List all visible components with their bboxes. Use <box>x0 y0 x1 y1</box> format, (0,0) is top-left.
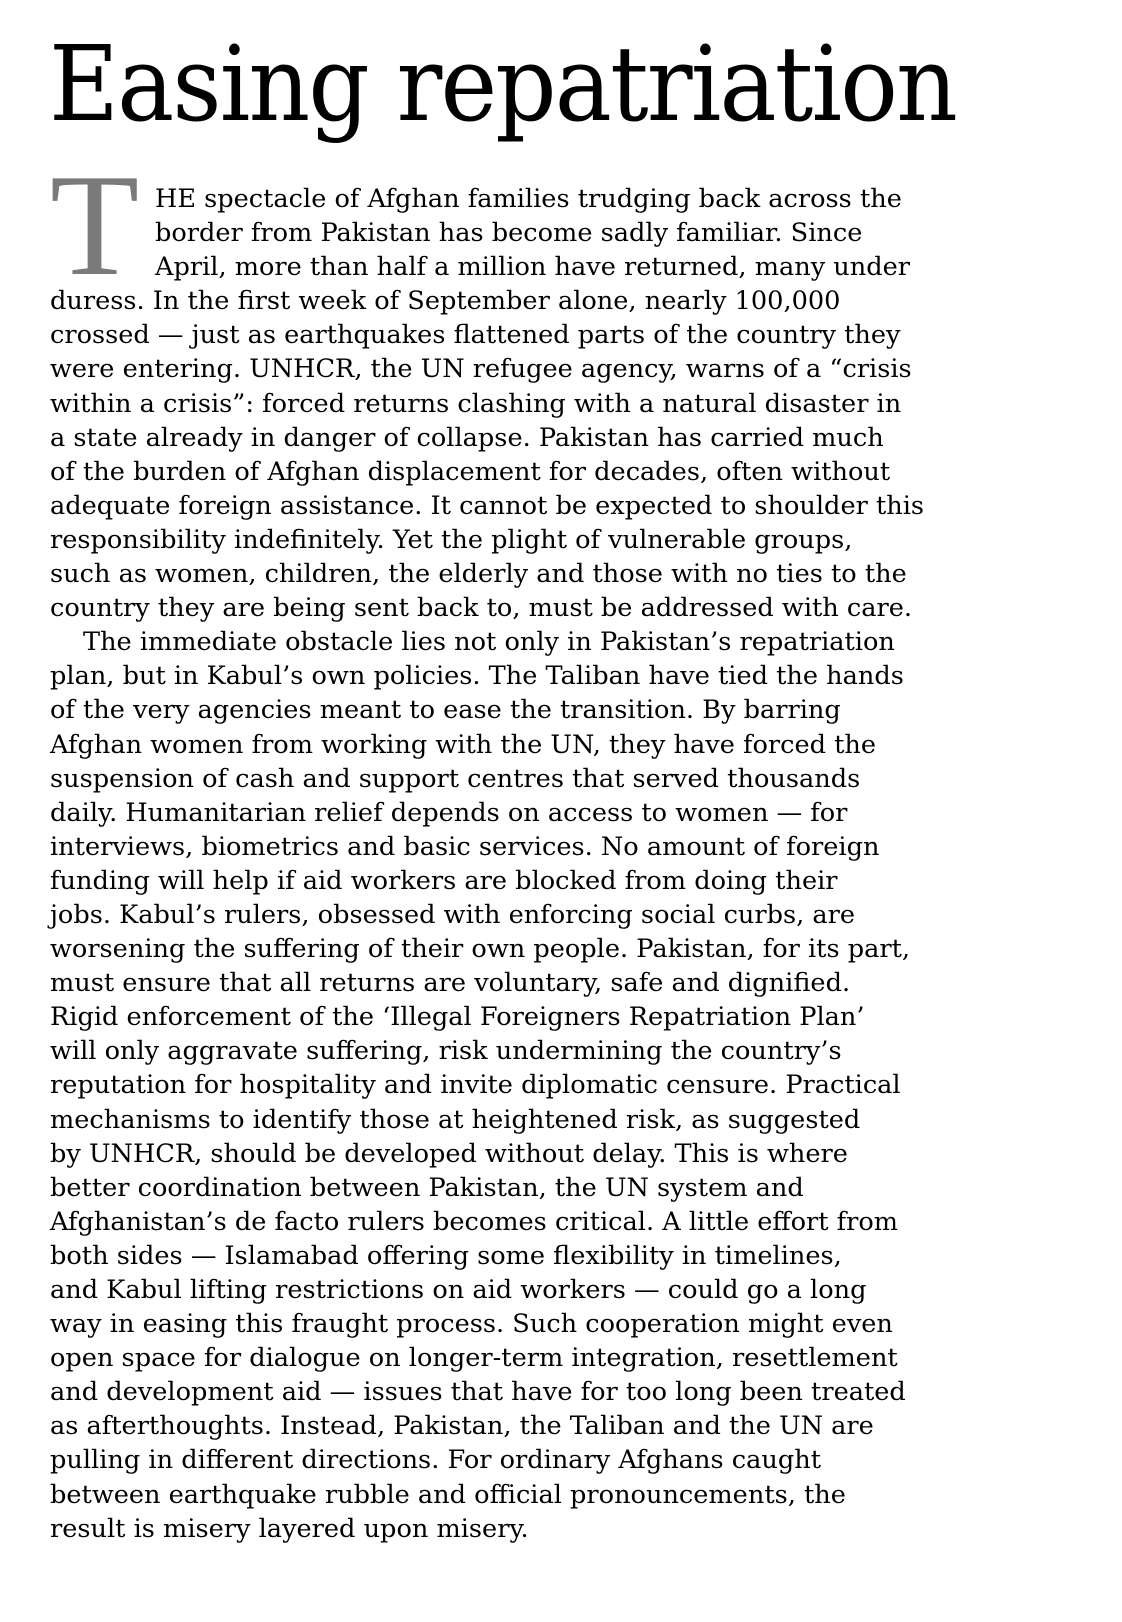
body-line: interviews, biometrics and basic services. No amount of foreign <box>50 831 880 862</box>
drop-cap: T <box>50 170 140 280</box>
body-line: Afghan women from working with the UN, they have forced the <box>50 729 877 760</box>
body-line: of the burden of Afghan displacement for decades, often without <box>50 456 891 487</box>
body-line: Afghanistan’s de facto rulers becomes critical. A little effort from <box>50 1206 899 1237</box>
body-line: April, more than half a million have returned, many under <box>155 252 911 283</box>
body-line: and Kabul lifting restrictions on aid workers — could go a long <box>50 1275 867 1305</box>
body-line: funding will help if aid workers are blocked from doing their <box>50 865 838 896</box>
body-line: open space for dialogue on longer-term integration, resettlement <box>50 1343 898 1374</box>
body-line: were entering. UNHCR, the UN refugee agency, warns of a “crisis <box>50 354 912 385</box>
body-line: between earthquake rubble and official pronouncements, the <box>50 1479 846 1510</box>
body-line: way in easing this fraught process. Such cooperation might even <box>50 1309 893 1340</box>
body-line: plan, but in Kabul’s own policies. The Taliban have tied the hands <box>50 661 904 692</box>
body-line: and development aid — issues that have for too long been treated <box>50 1377 906 1408</box>
body-line: such as women, children, the elderly and those with no ties to the <box>50 559 907 590</box>
body-line: duress. In the first week of September alone, nearly 100,000 <box>50 286 841 317</box>
body-line: country they are being sent back to, must be addressed with care. <box>50 593 913 624</box>
headline: Easing repatriation <box>49 23 956 145</box>
body-line: within a crisis”: forced returns clashing with a natural disaster in <box>50 388 902 419</box>
body-line: adequate foreign assistance. It cannot be expected to shoulder this <box>50 490 925 521</box>
body-line: worsening the suffering of their own people. Pakistan, for its part, <box>50 934 911 965</box>
body-line: of the very agencies meant to ease the transition. By barring <box>50 695 841 726</box>
body-line: daily. Humanitarian relief depends on access to women — for <box>50 797 848 828</box>
body-line: both sides — Islamabad offering some flexibility in timelines, <box>50 1240 842 1271</box>
body-line: border from Pakistan has become sadly familiar. Since <box>155 218 863 249</box>
body-line: a state already in danger of collapse. Pakistan has carried much <box>50 422 884 453</box>
body-line: crossed — just as earthquakes flattened parts of the country they <box>50 320 901 351</box>
body-line: result is misery layered upon misery. <box>50 1513 529 1544</box>
body-line: better coordination between Pakistan, the UN system and <box>50 1172 804 1203</box>
body-line: mechanisms to identify those at heightened risk, as suggested <box>50 1104 861 1135</box>
body-line: suspension of cash and support centres that served thousands <box>50 763 861 794</box>
body-line: jobs. Kabul’s rulers, obsessed with enforcing social curbs, are <box>50 899 856 930</box>
body-line: will only aggravate suffering, risk undermining the country’s <box>50 1036 842 1067</box>
body-line: Rigid enforcement of the ‘Illegal Foreigners Repatriation Plan’ <box>50 1002 865 1033</box>
body-line: pulling in different directions. For ordinary Afghans caught <box>50 1445 821 1476</box>
body-line: The immediate obstacle lies not only in Pakistan’s repatriation <box>83 627 895 658</box>
article-body <box>50 182 1090 1546</box>
body-line: must ensure that all returns are voluntary, safe and dignified. <box>50 968 851 999</box>
body-line: HE spectacle of Afghan families trudging back across the <box>155 184 902 214</box>
body-line: by UNHCR, should be developed without delay. This is where <box>50 1138 848 1169</box>
body-line: as afterthoughts. Instead, Pakistan, the Taliban and the UN are <box>50 1411 874 1442</box>
body-line: reputation for hospitality and invite diplomatic censure. Practical <box>50 1070 901 1101</box>
body-line: responsibility indefinitely. Yet the plight of vulnerable groups, <box>50 524 853 555</box>
